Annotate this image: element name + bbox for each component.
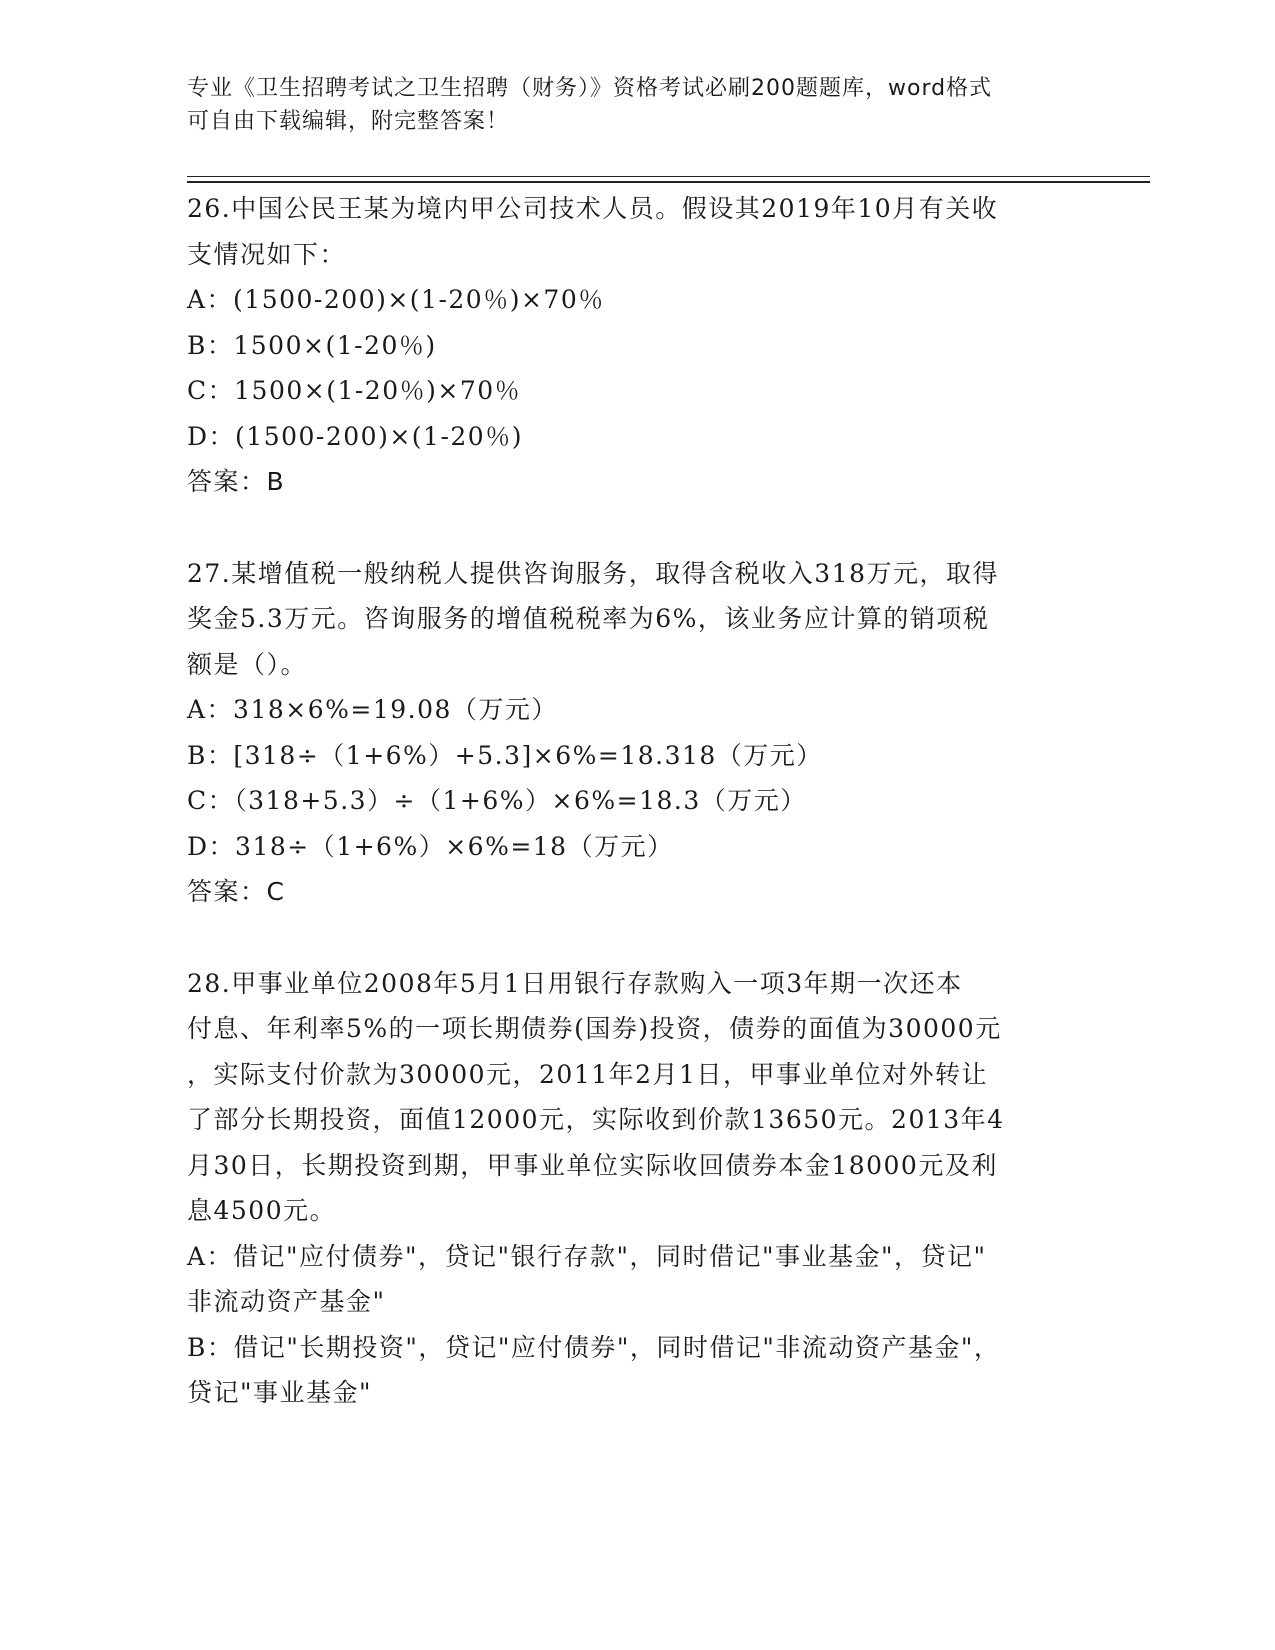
question-26 <box>187 186 1077 505</box>
question-stem-line: 28.甲事业单位2008年5月1日用银行存款购入一项3年期一次还本 <box>187 968 963 998</box>
option-a: A：318×6%=19.08（万元） <box>187 695 558 724</box>
question-stem-line: 月30日，长期投资到期，甲事业单位实际收回债券本金18000元及利 <box>187 1150 998 1180</box>
question-stem-line: 额是（）。 <box>187 649 308 679</box>
option-b: B：借记"长期投资"，贷记"应付债券"，同时借记"非流动资产基金"， <box>187 1332 1001 1362</box>
question-28 <box>187 961 1077 1416</box>
option-b: B：[318÷（1+6%）+5.3]×6%=18.318（万元） <box>187 740 823 770</box>
option-a: A：(1500-200)×(1-20％)×70％ <box>187 285 605 314</box>
question-list <box>187 186 1077 1462</box>
question-stem-line: 奖金5.3万元。咨询服务的增值税税率为6%，该业务应计算的销项税 <box>187 604 990 633</box>
answer-label: 答案：C <box>187 877 286 906</box>
document-header <box>187 72 1067 138</box>
question-stem-line: 支情况如下： <box>187 239 347 269</box>
option-b-continued: 贷记"事业基金" <box>187 1378 372 1407</box>
question-stem-line: 了部分长期投资，面值12000元，实际收到价款13650元。2013年4 <box>187 1105 1005 1134</box>
option-a-continued: 非流动资产基金" <box>187 1287 386 1316</box>
header-divider-thin <box>187 176 1150 177</box>
option-a: A：借记"应付债券"，贷记"银行存款"，同时借记"事业基金"，贷记" <box>187 1241 987 1271</box>
header-line-2: 可自由下载编辑，附完整答案！ <box>187 109 510 134</box>
question-stem-line: 付息、年利率5%的一项长期债券(国券)投资，债券的面值为30000元 <box>187 1014 1002 1043</box>
question-stem-line: 26.中国公民王某为境内甲公司技术人员。假设其2019年10月有关收 <box>187 194 999 223</box>
header-line-1: 专业《卫生招聘考试之卫生招聘（财务）》资格考试必刷200题题库，word格式 <box>187 76 993 101</box>
option-c: C：（318+5.3）÷（1+6%）×6%=18.3（万元） <box>187 786 807 815</box>
option-b: B：1500×(1-20％) <box>187 330 437 360</box>
option-c: C：1500×(1-20％)×70％ <box>187 376 522 405</box>
answer-label: 答案：B <box>187 467 286 496</box>
question-stem-line: 27.某增值税一般纳税人提供咨询服务，取得含税收入318万元，取得 <box>187 558 999 588</box>
header-divider-thick <box>187 181 1150 183</box>
question-stem-line: 息4500元。 <box>187 1196 337 1225</box>
question-stem-line: ，实际支付价款为30000元，2011年2月1日，甲事业单位对外转让 <box>187 1059 988 1089</box>
option-d: D：318÷（1+6%）×6%=18（万元） <box>187 831 674 861</box>
option-d: D：(1500-200)×(1-20％) <box>187 421 523 451</box>
question-27 <box>187 551 1077 915</box>
